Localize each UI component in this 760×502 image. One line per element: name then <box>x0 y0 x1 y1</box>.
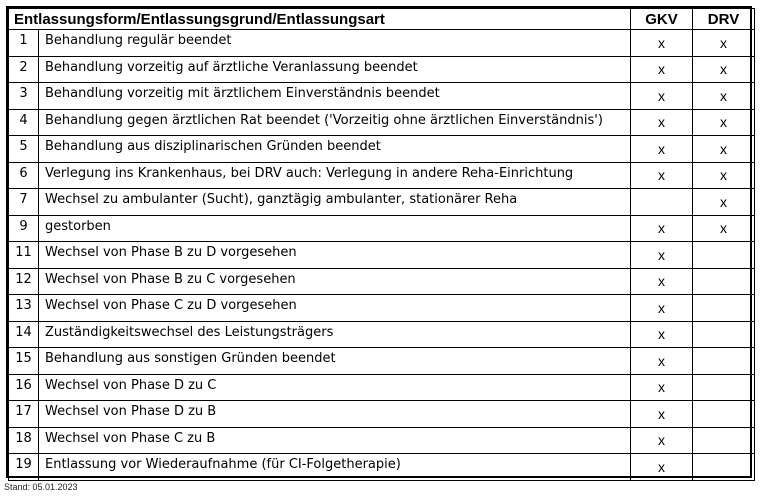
row-number: 6 <box>9 162 39 189</box>
gkv-mark: x <box>631 454 693 481</box>
discharge-table-container <box>6 6 752 478</box>
table-row <box>9 136 755 163</box>
drv-mark <box>693 321 755 348</box>
drv-mark <box>693 242 755 269</box>
row-number: 14 <box>9 321 39 348</box>
row-number: 11 <box>9 242 39 269</box>
drv-mark <box>693 268 755 295</box>
column-header-gkv: GKV <box>631 9 693 30</box>
row-description: Wechsel von Phase D zu B <box>39 401 631 428</box>
gkv-mark: x <box>631 348 693 375</box>
drv-mark: x <box>693 189 755 216</box>
row-description: Wechsel von Phase C zu B <box>39 427 631 454</box>
row-number: 12 <box>9 268 39 295</box>
gkv-mark: x <box>631 30 693 57</box>
drv-mark <box>693 401 755 428</box>
gkv-mark: x <box>631 401 693 428</box>
drv-mark: x <box>693 162 755 189</box>
row-description: Behandlung regulär beendet <box>39 30 631 57</box>
row-number: 4 <box>9 109 39 136</box>
table-row <box>9 321 755 348</box>
drv-mark: x <box>693 56 755 83</box>
row-number: 9 <box>9 215 39 242</box>
table-row <box>9 109 755 136</box>
row-number: 13 <box>9 295 39 322</box>
table-header-row <box>9 9 755 30</box>
discharge-table <box>8 8 755 481</box>
row-number: 2 <box>9 56 39 83</box>
row-description: gestorben <box>39 215 631 242</box>
drv-mark <box>693 454 755 481</box>
table-row <box>9 56 755 83</box>
row-number: 7 <box>9 189 39 216</box>
gkv-mark <box>631 189 693 216</box>
row-number: 5 <box>9 136 39 163</box>
gkv-mark: x <box>631 83 693 110</box>
row-description: Behandlung vorzeitig auf ärztliche Veranlassung beendet <box>39 56 631 83</box>
table-row <box>9 401 755 428</box>
table-row <box>9 374 755 401</box>
drv-mark <box>693 427 755 454</box>
gkv-mark: x <box>631 109 693 136</box>
table-row <box>9 162 755 189</box>
row-description: Behandlung vorzeitig mit ärztlichem Einverständnis beendet <box>39 83 631 110</box>
row-number: 19 <box>9 454 39 481</box>
row-number: 16 <box>9 374 39 401</box>
row-description: Wechsel von Phase C zu D vorgesehen <box>39 295 631 322</box>
row-number: 1 <box>9 30 39 57</box>
row-number: 18 <box>9 427 39 454</box>
drv-mark: x <box>693 215 755 242</box>
drv-mark: x <box>693 30 755 57</box>
gkv-mark: x <box>631 242 693 269</box>
table-row <box>9 295 755 322</box>
gkv-mark: x <box>631 321 693 348</box>
row-number: 3 <box>9 83 39 110</box>
table-row <box>9 83 755 110</box>
drv-mark <box>693 374 755 401</box>
row-description: Zuständigkeitswechsel des Leistungsträgers <box>39 321 631 348</box>
gkv-mark: x <box>631 374 693 401</box>
gkv-mark: x <box>631 215 693 242</box>
table-row <box>9 30 755 57</box>
gkv-mark: x <box>631 427 693 454</box>
row-description: Wechsel zu ambulanter (Sucht), ganztägig ambulanter, stationärer Reha <box>39 189 631 216</box>
row-description: Wechsel von Phase D zu C <box>39 374 631 401</box>
drv-mark: x <box>693 136 755 163</box>
gkv-mark: x <box>631 162 693 189</box>
row-description: Behandlung aus disziplinarischen Gründen beendet <box>39 136 631 163</box>
table-title: Entlassungsform/Entlassungsgrund/Entlassungsart <box>9 9 631 30</box>
table-row <box>9 348 755 375</box>
gkv-mark: x <box>631 136 693 163</box>
drv-mark: x <box>693 83 755 110</box>
drv-mark: x <box>693 109 755 136</box>
row-description: Entlassung vor Wiederaufnahme (für CI-Folgetherapie) <box>39 454 631 481</box>
column-header-drv: DRV <box>693 9 755 30</box>
table-body <box>9 30 755 481</box>
gkv-mark: x <box>631 295 693 322</box>
table-row <box>9 454 755 481</box>
footer-stand-date: Stand: 05.01.2023 <box>4 482 78 492</box>
row-description: Wechsel von Phase B zu C vorgesehen <box>39 268 631 295</box>
table-row <box>9 268 755 295</box>
row-description: Wechsel von Phase B zu D vorgesehen <box>39 242 631 269</box>
gkv-mark: x <box>631 268 693 295</box>
table-row <box>9 215 755 242</box>
row-description: Behandlung aus sonstigen Gründen beendet <box>39 348 631 375</box>
row-number: 15 <box>9 348 39 375</box>
gkv-mark: x <box>631 56 693 83</box>
table-row <box>9 189 755 216</box>
row-description: Verlegung ins Krankenhaus, bei DRV auch: Verlegung in andere Reha-Einrichtung <box>39 162 631 189</box>
drv-mark <box>693 348 755 375</box>
table-row <box>9 427 755 454</box>
row-description: Behandlung gegen ärztlichen Rat beendet ('Vorzeitig ohne ärztlichen Einverständnis') <box>39 109 631 136</box>
drv-mark <box>693 295 755 322</box>
row-number: 17 <box>9 401 39 428</box>
table-row <box>9 242 755 269</box>
